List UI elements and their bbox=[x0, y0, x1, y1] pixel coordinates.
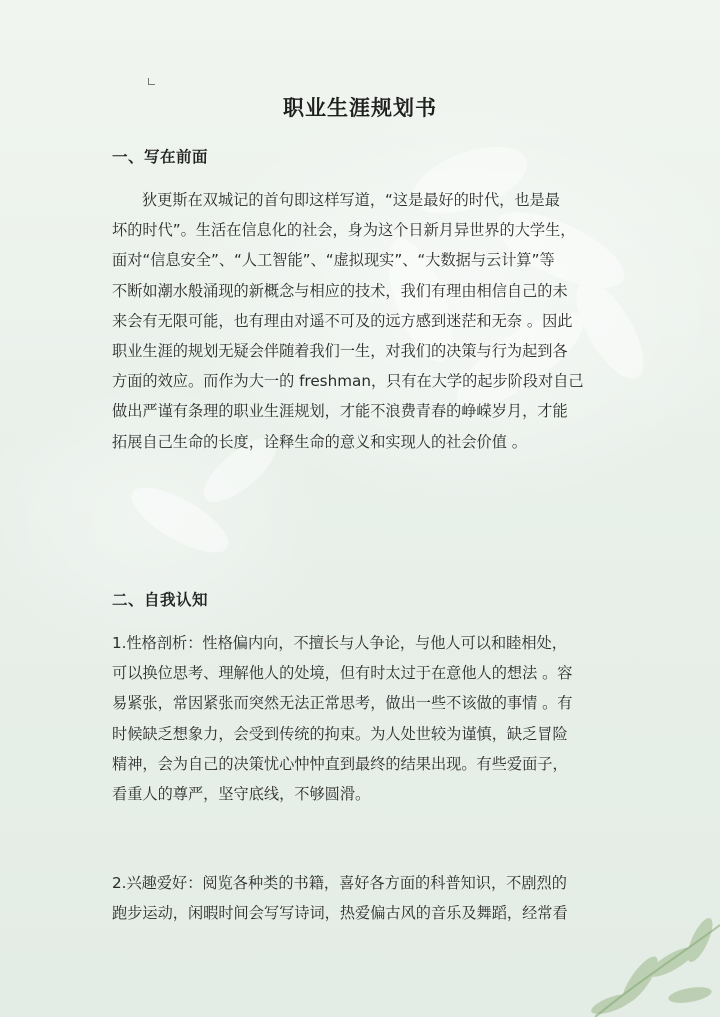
paragraph-line: 时候缺乏想象力，会受到传统的拘束。为人处世较为谨慎，缺乏冒险 bbox=[112, 724, 568, 743]
paragraph-line: 坏的时代”。生活在信息化的社会，身为这个日新月异世界的大学生， bbox=[112, 221, 576, 240]
paragraph-line: 狄更斯在双城记的首句即这样写道，“这是最好的时代，也是最 bbox=[142, 191, 560, 209]
paragraph-line: 面对“信息安全”、“人工智能”、“虚拟现实”、“大数据与云计算”等 bbox=[112, 251, 555, 270]
paragraph-line: 1.性格剖析：性格偏内向，不擅长与人争论，与他人可以和睦相处， bbox=[112, 634, 567, 652]
document-title: 职业生涯规划书 bbox=[283, 95, 437, 120]
section-1-paragraph-1 bbox=[112, 185, 612, 457]
paragraph-line: 精神，会为自己的决策忧心忡忡直到最终的结果出现。有些爱面子， bbox=[112, 754, 568, 773]
paragraph-line: 2.兴趣爱好：阅览各种类的书籍，喜好各方面的科普知识，不剧烈的 bbox=[112, 874, 567, 892]
page-corner-mark bbox=[148, 78, 155, 85]
paragraph-line: 来会有无限可能，也有理由对遥不可及的远方感到迷茫和无奈 。因此 bbox=[112, 311, 573, 330]
paragraph-line: 不断如潮水般涌现的新概念与相应的技术，我们有理由相信自己的未 bbox=[112, 281, 568, 300]
paragraph-line: 方面的效应。而作为大一的 freshman，只有在大学的起步阶段对自己 bbox=[112, 372, 584, 391]
paragraph-line: 易紧张，常因紧张而突然无法正常思考，做出一些不该做的事情 。有 bbox=[112, 694, 573, 713]
paragraph-line: 可以换位思考、理解他人的处境，但有时太过于在意他人的想法 。容 bbox=[112, 664, 573, 683]
section-heading-1: 一、写在前面 bbox=[112, 148, 209, 166]
paragraph-line: 跑步运动，闲暇时间会写写诗词，热爱偏古风的音乐及舞蹈，经常看 bbox=[112, 904, 568, 923]
section-2-paragraph-1 bbox=[112, 628, 612, 809]
paragraph-line: 看重人的尊严，坚守底线，不够圆滑。 bbox=[112, 785, 371, 804]
paragraph-line: 职业生涯的规划无疑会伴随着我们一生，对我们的决策与行为起到各 bbox=[112, 342, 568, 361]
paragraph-line: 拓展自己生命的长度，诠释生命的意义和实现人的社会价值 。 bbox=[112, 432, 527, 451]
section-heading-2: 二、自我认知 bbox=[112, 591, 209, 609]
section-2-paragraph-2 bbox=[112, 868, 612, 928]
paragraph-line: 做出严谨有条理的职业生涯规划，才能不浪费青春的峥嵘岁月，才能 bbox=[112, 402, 568, 421]
